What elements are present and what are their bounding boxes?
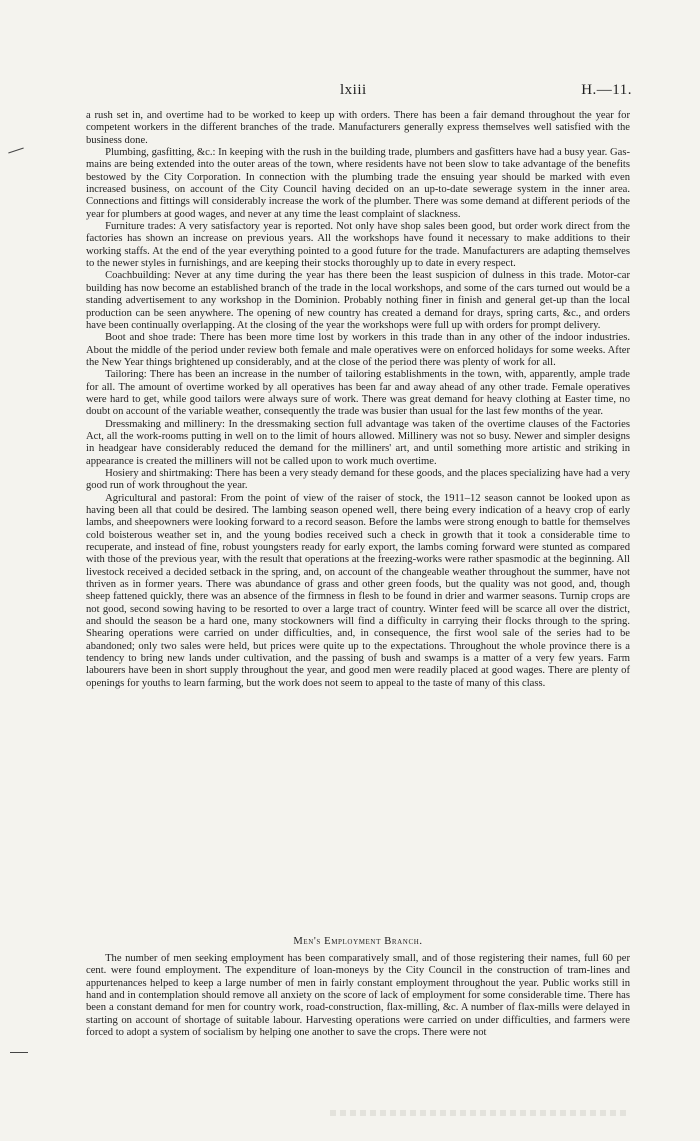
page-number: lxiii [340, 82, 367, 98]
paragraph-coachbuilding: Coachbuilding: Never at any time during the year has there been the least suspicion of dulness in this trade. Motor-car building has now become an established branch of the trade in the local workshops, and some of the cars turned out would be a standing advertisement to any workshop in the Dominion. Probably nothing finer in finish and general get-up than the local production can be seen anywhere. The opening of new country has created a demand for drays, spring carts, &c., and orders have been continually overlapping. At the closing of the year the workshops were full up with orders for prompt delivery. [86, 270, 630, 331]
page-header [0, 82, 700, 102]
paragraph-agricultural: Agricultural and pastoral: From the point of view of the raiser of stock, the 1911–12 season cannot be looked upon as having been all that could be desired. The lambing season opened well, there being every indication of a heavy crop of early lambs, and sheepowners were looking forward to a record season. Before the lambs were strong enough to battle for themselves cold boisterous weather set in, and the young bodies received such a check in growth that it took a considerable time to recuperate, and instead of fine, robust youngsters ready for early export, the lambs coming forward were stunted as compared with those of the previous year, with the result that operations at the freezing-works were rather spasmodic at the beginning. All livestock received a decided setback in the spring, and, on account of the changeable weather throughout the summer, have not thriven as in former years. There was abundance of grass and other green foods, but the quality was not good, and, though sheep fattened quickly, there was an absence of the firmness in flesh to be found in drier and warmer seasons. Turnip crops are not good, second sowing having to be resorted to over a large tract of country. Winter feed will be scarce all over the district, and should the season be a hard one, many stockowners will find a difficulty in carrying their flocks through to the spring. Shearing operations were carried on under difficulties, and, in consequence, the first wool sale of the series had to be abandoned; only two sales were held, but prices were quite up to the expectations. Throughout the whole province there is a tendency to bring new lands under cultivation, and the passing of bush and swamps is a matter of a very few years. Farm labourers have been in short supply throughout the year, and good men were readily placed at good wages. There are plenty of openings for youths to learn farming, but the work does not seem to appeal to the taste of many of this class. [86, 492, 630, 689]
bleed-through-text [330, 1110, 630, 1116]
paragraph-continuation: a rush set in, and overtime had to be worked to keep up with orders. There has been a fair demand throughout the year for competent workers in the different branches of the trade. Manufacturers generally express themselves well satisfied with the business done. [86, 110, 630, 146]
paragraph-hosiery: Hosiery and shirtmaking: There has been a very steady demand for these goods, and the places specializing have had a very good run of work throughout the year. [86, 467, 630, 492]
paragraph-plumbing: Plumbing, gasfitting, &c.: In keeping with the rush in the building trade, plumbers and gasfitters have had a busy year. Gas-mains are being extended into the outer areas of the town, where residents have not been slow to take advantage of the benefits bestowed by the City Corporation. In connection with the plumbing trade the ensuing year should be marked with even increased business, on account of the City Council having decided on an up-to-date sewerage system in the inner area. Connections and fittings will considerably increase the work of the plumber. There was some demand at different periods of the year for plumbers at good wages, and never at any time the least complaint of slackness. [86, 147, 630, 220]
document-reference: H.—11. [581, 82, 632, 98]
margin-mark [8, 148, 24, 154]
paragraph-boot-shoe: Boot and shoe trade: There has been more time lost by workers in this trade than in any other of the indoor industries. About the middle of the period under review both female and male operatives were on enforced holidays for some weeks. After the New Year things brightened up considerably, and at the close of the period there was plenty of work for all. [86, 332, 630, 368]
paragraph-tailoring: Tailoring: There has been an increase in the number of tailoring establishments in the town, with, apparently, ample trade for all. The amount of overtime worked by all operatives has been far and away ahead of any other trade. Female operatives were hard to get, while good tailors were always sure of work. There was great demand for heavy clothing at Easter time, no doubt on account of the variable weather, consequently the trade was busier than usual for the last few months of the year. [86, 369, 630, 418]
margin-mark [10, 1052, 28, 1053]
section-body [86, 953, 630, 1039]
paragraph-dressmaking: Dressmaking and millinery: In the dressmaking section full advantage was taken of the overtime clauses of the Factories Act, all the work-rooms putting in well on to the limit of hours allowed. Millinery was not so busy. Newer and simpler designs in headgear have considerably reduced the demand for the milliners' art, and until something more artistic and striking in appearance is created the milliners will not be called upon to work much overtime. [86, 418, 630, 467]
paragraph-mens-employment: The number of men seeking employment has been comparatively small, and of those registering their names, full 60 per cent. were found employment. The expenditure of loan-moneys by the City Council in the construction of tram-lines and appurtenances helped to keep a large number of men in fairly constant employment throughout the year. Public works still in hand and in contemplation should remove all anxiety on the score of lack of employment for some considerable time. There has been a constant demand for men for country work, road-construction, flax-milling, &c. A number of flax-mills were delayed in starting on account of shortage of suitable labour. Harvesting operations were carried on under difficulties, and farmers were forced to adopt a system of socialism by helping one another to save the crops. There were not [86, 953, 630, 1039]
paragraph-furniture: Furniture trades: A very satisfactory year is reported. Not only have shop sales been good, but order work direct from the factories has shown an increase on previous years. All the workshops have found it necessary to make additions to their working staffs. At the end of the year everything pointed to a good future for the trade. Manufacturers are adapting themselves to the newer styles in furnishings, and are keeping their stocks thoroughly up to date in every respect. [86, 221, 630, 270]
body-text [86, 110, 630, 690]
section-heading: Men's Employment Branch. [293, 936, 423, 947]
